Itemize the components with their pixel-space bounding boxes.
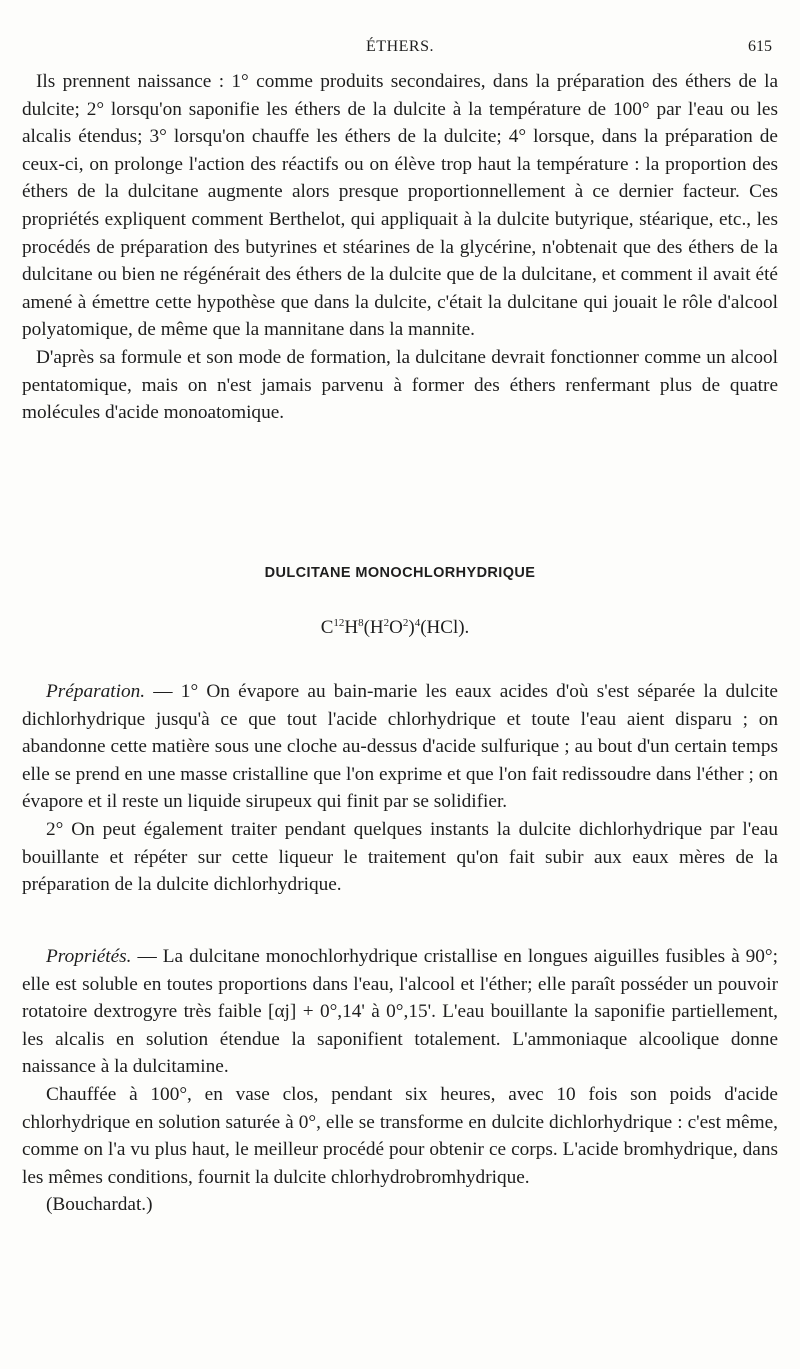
formula-paren-open: (H — [363, 617, 384, 638]
formula-paren-close: ) — [408, 617, 415, 638]
formula-o: O — [389, 617, 403, 638]
properties-lead: Propriétés. — [46, 946, 132, 967]
intro-paragraph-2: D'après sa formule et son mode de formation, la dulcitane devrait fonctionner comme un alcool pentatomique, mais on n'est jamais parvenu à former des éthers renfermant plus de quatre molécules d'acide monoatomique. — [22, 346, 778, 424]
formula-h-count: 8 — [358, 617, 364, 629]
chemical-formula — [0, 617, 790, 639]
properties-section — [22, 943, 778, 1219]
formula-h: H — [344, 617, 359, 638]
citation: (Bouchardat.) — [46, 1194, 153, 1216]
formula-tail: (HCl). — [420, 617, 470, 638]
formula-c-count: 12 — [333, 617, 345, 629]
formula-multiplier: 4 — [414, 617, 421, 629]
formula-c: C — [320, 617, 334, 638]
preparation-lead: Préparation. — [46, 681, 146, 702]
properties-text-1: — La dulcitane monochlorhydrique cristallise en longues aiguilles fusibles à 90°; elle est soluble en toutes proportions dans l'eau, l'alcool et l'éther; elle paraît posséder un pouvoir rotatoire dextrogyre très faible [αj] + 0°,14' à 0°,15'. L'eau bouillante la saponifie partiellement, les alcalis en solution étendue la saponifient totalement. L'ammoniaque alcoolique donne naissance à la dulcitamine. — [22, 946, 778, 1078]
section-heading: DULCITANE MONOCHLORHYDRIQUE — [264, 565, 536, 581]
running-title: ÉTHERS. — [366, 38, 434, 55]
preparation-paragraph-1 — [22, 678, 778, 816]
intro-section — [22, 68, 778, 427]
preparation-paragraph-2: 2° On peut également traiter pendant quelques instants la dulcite dichlorhydrique par l'eau bouillante et répéter sur cette liqueur le traitement qu'on fait subir aux eaux mères de la préparation de la dulcite dichlorhydrique. — [22, 818, 778, 896]
formula-o-count: 2 — [402, 617, 409, 629]
page-number: 615 — [748, 38, 772, 55]
page-header — [20, 38, 780, 62]
preparation-text-1: — 1° On évapore au bain-marie les eaux acides d'où s'est séparée la dulcite dichlorhydrique jusqu'à ce que tout l'acide chlorhydrique et toute l'eau aient disparu ; on abandonne cette matière sous une cloche au-dessus d'acide sulfurique ; au bout d'un certain temps elle se prend en une masse cristalline que l'on exprime et que l'on fait redissoudre dans l'éther ; on évapore et il reste un liquide sirupeux qui finit par se solidifier. — [22, 681, 778, 813]
preparation-section — [22, 678, 778, 899]
properties-paragraph-1 — [22, 943, 778, 1081]
properties-paragraph-2: Chauffée à 100°, en vase clos, pendant six heures, avec 10 fois son poids d'acide chlorhydrique en solution saturée à 0°, elle se transforme en dulcite dichlorhydrique : c'est même, comme on l'a vu plus haut, le meilleur procédé pour obtenir ce corps. L'acide bromhydrique, dans les mêmes conditions, fournit la dulcite chlorhydrobromhydrique. — [22, 1083, 778, 1188]
formula-h2-count: 2 — [383, 617, 390, 629]
intro-paragraph-1: Ils prennent naissance : 1° comme produits secondaires, dans la préparation des éthers de la dulcite; 2° lorsqu'on saponifie les éthers de la dulcite à la température de 100° par l'eau ou les alcalis étendus; 3° lorsqu'on chauffe les éthers de la dulcite; 4° lorsque, dans la préparation de ceux-ci, on prolonge l'action des réactifs ou on élève trop haut la température : la proportion des éthers de la dulcitane augmente alors presque proportionnellement à ce dernier facteur. Ces propriétés expliquent comment Berthelot, qui appliquait à la dulcite butyrique, stéarique, etc., les procédés de préparation des butyrines et stéarines de la glycérine, n'obtenait que des éthers de la dulcitane ou bien ne régénérait des éthers de la dulcite que de la dulcitane, et comment il avait été amené à émettre cette hypothèse que dans la dulcite, c'était la dulcitane qui jouait le rôle d'alcool polyatomique, de même que la mannitane dans la mannite. — [22, 71, 778, 341]
